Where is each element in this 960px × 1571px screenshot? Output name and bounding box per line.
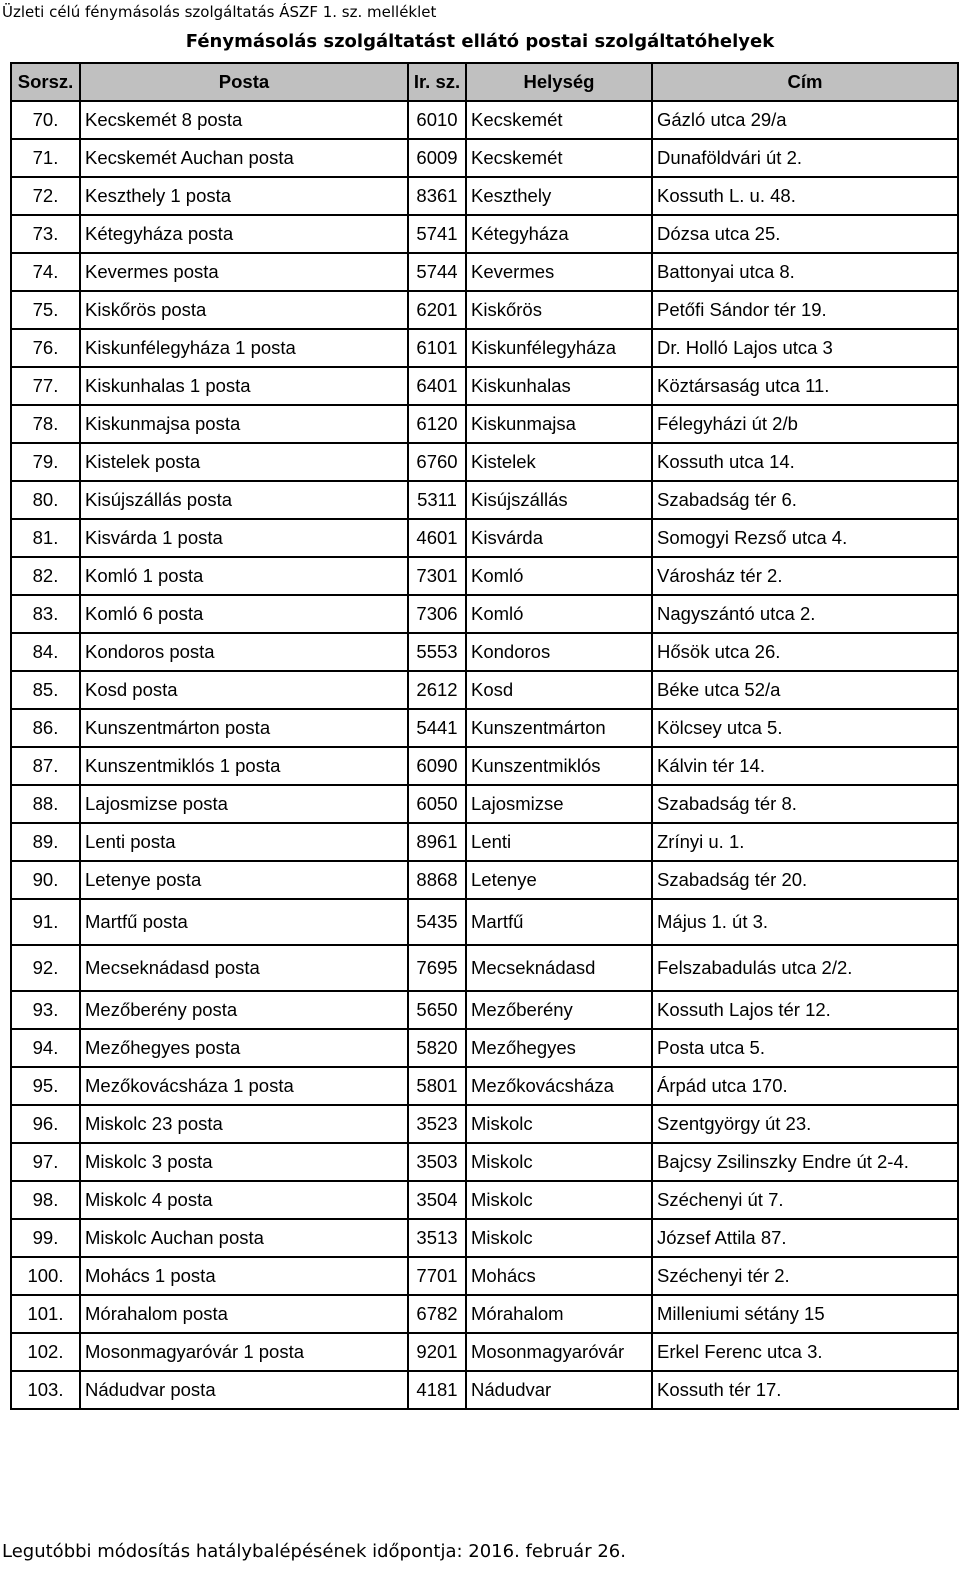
- cell-sorsz: 93.: [11, 991, 80, 1029]
- table-row: [11, 1219, 958, 1257]
- cell-helyseg: Kunszentmárton: [466, 709, 652, 747]
- cell-helyseg: Kecskemét: [466, 139, 652, 177]
- cell-sorsz: 95.: [11, 1067, 80, 1105]
- cell-sorsz: 77.: [11, 367, 80, 405]
- cell-posta: Miskolc 23 posta: [80, 1105, 408, 1143]
- cell-cim: Felszabadulás utca 2/2.: [652, 945, 958, 991]
- document-title: Fénymásolás szolgáltatást ellátó postai szolgáltatóhelyek: [185, 31, 775, 52]
- cell-sorsz: 78.: [11, 405, 80, 443]
- cell-helyseg: Kondoros: [466, 633, 652, 671]
- cell-posta: Komló 6 posta: [80, 595, 408, 633]
- cell-posta: Miskolc 4 posta: [80, 1181, 408, 1219]
- cell-irsz: 6010: [408, 101, 466, 139]
- cell-sorsz: 96.: [11, 1105, 80, 1143]
- cell-posta: Miskolc 3 posta: [80, 1143, 408, 1181]
- cell-irsz: 6782: [408, 1295, 466, 1333]
- table-row: [11, 747, 958, 785]
- cell-posta: Nádudvar posta: [80, 1371, 408, 1409]
- cell-helyseg: Kétegyháza: [466, 215, 652, 253]
- cell-posta: Mezőberény posta: [80, 991, 408, 1029]
- cell-posta: Kisvárda 1 posta: [80, 519, 408, 557]
- cell-irsz: 6101: [408, 329, 466, 367]
- cell-helyseg: Kistelek: [466, 443, 652, 481]
- cell-sorsz: 91.: [11, 899, 80, 945]
- cell-posta: Keszthely 1 posta: [80, 177, 408, 215]
- cell-sorsz: 83.: [11, 595, 80, 633]
- cell-helyseg: Kisvárda: [466, 519, 652, 557]
- cell-cim: Zrínyi u. 1.: [652, 823, 958, 861]
- cell-sorsz: 94.: [11, 1029, 80, 1067]
- cell-irsz: 7306: [408, 595, 466, 633]
- cell-sorsz: 85.: [11, 671, 80, 709]
- table-row: [11, 329, 958, 367]
- cell-posta: Mórahalom posta: [80, 1295, 408, 1333]
- cell-cim: Dr. Holló Lajos utca 3: [652, 329, 958, 367]
- cell-sorsz: 71.: [11, 139, 80, 177]
- cell-irsz: 7701: [408, 1257, 466, 1295]
- table-row: [11, 101, 958, 139]
- cell-irsz: 5435: [408, 899, 466, 945]
- cell-helyseg: Mezőhegyes: [466, 1029, 652, 1067]
- table-row: [11, 595, 958, 633]
- cell-posta: Kétegyháza posta: [80, 215, 408, 253]
- table-row: [11, 991, 958, 1029]
- cell-sorsz: 99.: [11, 1219, 80, 1257]
- cell-helyseg: Kiskunfélegyháza: [466, 329, 652, 367]
- cell-posta: Mezőhegyes posta: [80, 1029, 408, 1067]
- cell-cim: Széchenyi út 7.: [652, 1181, 958, 1219]
- cell-sorsz: 75.: [11, 291, 80, 329]
- cell-sorsz: 101.: [11, 1295, 80, 1333]
- column-header-posta: Posta: [80, 63, 408, 101]
- cell-helyseg: Nádudvar: [466, 1371, 652, 1409]
- cell-irsz: 7301: [408, 557, 466, 595]
- cell-helyseg: Mohács: [466, 1257, 652, 1295]
- cell-cim: Battonyai utca 8.: [652, 253, 958, 291]
- post-office-table: [10, 62, 959, 1410]
- cell-posta: Mezőkovácsháza 1 posta: [80, 1067, 408, 1105]
- table-row: [11, 177, 958, 215]
- cell-helyseg: Mezőkovácsháza: [466, 1067, 652, 1105]
- cell-sorsz: 90.: [11, 861, 80, 899]
- cell-posta: Kecskemét 8 posta: [80, 101, 408, 139]
- annex-note: Üzleti célú fénymásolás szolgáltatás ÁSZF 1. sz. melléklet: [2, 3, 437, 21]
- cell-helyseg: Kiskunhalas: [466, 367, 652, 405]
- cell-posta: Kondoros posta: [80, 633, 408, 671]
- column-header-helyseg: Helység: [466, 63, 652, 101]
- cell-helyseg: Kevermes: [466, 253, 652, 291]
- cell-irsz: 6050: [408, 785, 466, 823]
- cell-irsz: 6090: [408, 747, 466, 785]
- table-row: [11, 1067, 958, 1105]
- cell-posta: Kiskunfélegyháza 1 posta: [80, 329, 408, 367]
- table-header-row: [11, 63, 958, 101]
- cell-helyseg: Martfű: [466, 899, 652, 945]
- cell-sorsz: 102.: [11, 1333, 80, 1371]
- cell-sorsz: 82.: [11, 557, 80, 595]
- cell-sorsz: 87.: [11, 747, 80, 785]
- column-header-cim: Cím: [652, 63, 958, 101]
- cell-helyseg: Lenti: [466, 823, 652, 861]
- cell-irsz: 6401: [408, 367, 466, 405]
- cell-posta: Lajosmizse posta: [80, 785, 408, 823]
- cell-irsz: 6201: [408, 291, 466, 329]
- cell-helyseg: Miskolc: [466, 1105, 652, 1143]
- cell-irsz: 9201: [408, 1333, 466, 1371]
- cell-sorsz: 81.: [11, 519, 80, 557]
- cell-irsz: 5744: [408, 253, 466, 291]
- table-row: [11, 899, 958, 945]
- table-row: [11, 633, 958, 671]
- table-row: [11, 557, 958, 595]
- cell-helyseg: Lajosmizse: [466, 785, 652, 823]
- cell-helyseg: Mezőberény: [466, 991, 652, 1029]
- cell-cim: Árpád utca 170.: [652, 1067, 958, 1105]
- table-row: [11, 671, 958, 709]
- cell-posta: Mecseknádasd posta: [80, 945, 408, 991]
- cell-posta: Mohács 1 posta: [80, 1257, 408, 1295]
- cell-posta: Kiskunmajsa posta: [80, 405, 408, 443]
- cell-posta: Letenye posta: [80, 861, 408, 899]
- cell-cim: József Attila 87.: [652, 1219, 958, 1257]
- cell-posta: Kosd posta: [80, 671, 408, 709]
- cell-cim: Szentgyörgy út 23.: [652, 1105, 958, 1143]
- cell-irsz: 4601: [408, 519, 466, 557]
- cell-irsz: 6120: [408, 405, 466, 443]
- cell-helyseg: Kiskőrös: [466, 291, 652, 329]
- table-row: [11, 861, 958, 899]
- cell-sorsz: 73.: [11, 215, 80, 253]
- cell-cim: Kossuth tér 17.: [652, 1371, 958, 1409]
- table-row: [11, 1105, 958, 1143]
- cell-posta: Miskolc Auchan posta: [80, 1219, 408, 1257]
- table-row: [11, 139, 958, 177]
- cell-helyseg: Mecseknádasd: [466, 945, 652, 991]
- cell-helyseg: Kiskunmajsa: [466, 405, 652, 443]
- table-row: [11, 481, 958, 519]
- cell-irsz: 8361: [408, 177, 466, 215]
- cell-cim: Béke utca 52/a: [652, 671, 958, 709]
- cell-cim: Gázló utca 29/a: [652, 101, 958, 139]
- cell-sorsz: 92.: [11, 945, 80, 991]
- cell-cim: Hősök utca 26.: [652, 633, 958, 671]
- table-row: [11, 443, 958, 481]
- cell-cim: Kossuth utca 14.: [652, 443, 958, 481]
- cell-sorsz: 89.: [11, 823, 80, 861]
- cell-cim: Május 1. út 3.: [652, 899, 958, 945]
- cell-posta: Kevermes posta: [80, 253, 408, 291]
- cell-irsz: 6760: [408, 443, 466, 481]
- table-row: [11, 1029, 958, 1067]
- cell-irsz: 3513: [408, 1219, 466, 1257]
- cell-irsz: 5820: [408, 1029, 466, 1067]
- cell-irsz: 5441: [408, 709, 466, 747]
- cell-helyseg: Letenye: [466, 861, 652, 899]
- table-row: [11, 1333, 958, 1371]
- cell-cim: Bajcsy Zsilinszky Endre út 2-4.: [652, 1143, 958, 1181]
- cell-irsz: 5801: [408, 1067, 466, 1105]
- cell-sorsz: 100.: [11, 1257, 80, 1295]
- cell-cim: Dunaföldvári út 2.: [652, 139, 958, 177]
- table-row: [11, 1143, 958, 1181]
- cell-sorsz: 70.: [11, 101, 80, 139]
- cell-helyseg: Keszthely: [466, 177, 652, 215]
- cell-irsz: 8961: [408, 823, 466, 861]
- cell-sorsz: 84.: [11, 633, 80, 671]
- cell-helyseg: Miskolc: [466, 1219, 652, 1257]
- cell-sorsz: 88.: [11, 785, 80, 823]
- cell-posta: Kunszentmárton posta: [80, 709, 408, 747]
- cell-posta: Kisújszállás posta: [80, 481, 408, 519]
- cell-cim: Kálvin tér 14.: [652, 747, 958, 785]
- cell-cim: Posta utca 5.: [652, 1029, 958, 1067]
- table-row: [11, 945, 958, 991]
- cell-sorsz: 86.: [11, 709, 80, 747]
- cell-sorsz: 74.: [11, 253, 80, 291]
- cell-cim: Kossuth L. u. 48.: [652, 177, 958, 215]
- cell-helyseg: Komló: [466, 557, 652, 595]
- cell-cim: Nagyszántó utca 2.: [652, 595, 958, 633]
- cell-posta: Kiskunhalas 1 posta: [80, 367, 408, 405]
- cell-posta: Kiskőrös posta: [80, 291, 408, 329]
- cell-irsz: 5311: [408, 481, 466, 519]
- cell-cim: Szabadság tér 20.: [652, 861, 958, 899]
- cell-irsz: 5553: [408, 633, 466, 671]
- cell-cim: Széchenyi tér 2.: [652, 1257, 958, 1295]
- column-header-sorsz: Sorsz.: [11, 63, 80, 101]
- cell-sorsz: 80.: [11, 481, 80, 519]
- cell-cim: Kossuth Lajos tér 12.: [652, 991, 958, 1029]
- cell-irsz: 2612: [408, 671, 466, 709]
- cell-posta: Kistelek posta: [80, 443, 408, 481]
- cell-cim: Erkel Ferenc utca 3.: [652, 1333, 958, 1371]
- cell-cim: Félegyházi út 2/b: [652, 405, 958, 443]
- cell-helyseg: Kecskemét: [466, 101, 652, 139]
- cell-irsz: 3523: [408, 1105, 466, 1143]
- cell-cim: Szabadság tér 6.: [652, 481, 958, 519]
- cell-posta: Martfű posta: [80, 899, 408, 945]
- cell-posta: Mosonmagyaróvár 1 posta: [80, 1333, 408, 1371]
- cell-helyseg: Kunszentmiklós: [466, 747, 652, 785]
- cell-cim: Köztársaság utca 11.: [652, 367, 958, 405]
- cell-helyseg: Mosonmagyaróvár: [466, 1333, 652, 1371]
- last-modified-note: Legutóbbi módosítás hatálybalépésének időpontja: 2016. február 26.: [2, 1541, 626, 1562]
- cell-irsz: 5741: [408, 215, 466, 253]
- table-row: [11, 519, 958, 557]
- cell-sorsz: 79.: [11, 443, 80, 481]
- table-row: [11, 709, 958, 747]
- cell-sorsz: 97.: [11, 1143, 80, 1181]
- cell-cim: Városház tér 2.: [652, 557, 958, 595]
- cell-sorsz: 72.: [11, 177, 80, 215]
- table-row: [11, 1257, 958, 1295]
- cell-cim: Dózsa utca 25.: [652, 215, 958, 253]
- table-row: [11, 405, 958, 443]
- table-row: [11, 1181, 958, 1219]
- cell-helyseg: Mórahalom: [466, 1295, 652, 1333]
- cell-helyseg: Miskolc: [466, 1181, 652, 1219]
- table-row: [11, 1295, 958, 1333]
- table-body: [11, 101, 958, 1409]
- cell-irsz: 3503: [408, 1143, 466, 1181]
- table-row: [11, 215, 958, 253]
- cell-sorsz: 98.: [11, 1181, 80, 1219]
- cell-irsz: 6009: [408, 139, 466, 177]
- cell-irsz: 5650: [408, 991, 466, 1029]
- cell-irsz: 4181: [408, 1371, 466, 1409]
- cell-cim: Milleniumi sétány 15: [652, 1295, 958, 1333]
- cell-posta: Komló 1 posta: [80, 557, 408, 595]
- cell-sorsz: 103.: [11, 1371, 80, 1409]
- cell-posta: Kecskemét Auchan posta: [80, 139, 408, 177]
- cell-sorsz: 76.: [11, 329, 80, 367]
- table-row: [11, 253, 958, 291]
- cell-helyseg: Miskolc: [466, 1143, 652, 1181]
- table-row: [11, 785, 958, 823]
- column-header-irsz: Ir. sz.: [408, 63, 466, 101]
- cell-cim: Szabadság tér 8.: [652, 785, 958, 823]
- cell-helyseg: Kosd: [466, 671, 652, 709]
- cell-irsz: 8868: [408, 861, 466, 899]
- cell-irsz: 3504: [408, 1181, 466, 1219]
- table-row: [11, 367, 958, 405]
- cell-irsz: 7695: [408, 945, 466, 991]
- table-row: [11, 1371, 958, 1409]
- cell-cim: Somogyi Rezső utca 4.: [652, 519, 958, 557]
- cell-posta: Lenti posta: [80, 823, 408, 861]
- table-row: [11, 291, 958, 329]
- cell-cim: Petőfi Sándor tér 19.: [652, 291, 958, 329]
- cell-helyseg: Komló: [466, 595, 652, 633]
- table-row: [11, 823, 958, 861]
- cell-cim: Kölcsey utca 5.: [652, 709, 958, 747]
- cell-helyseg: Kisújszállás: [466, 481, 652, 519]
- cell-posta: Kunszentmiklós 1 posta: [80, 747, 408, 785]
